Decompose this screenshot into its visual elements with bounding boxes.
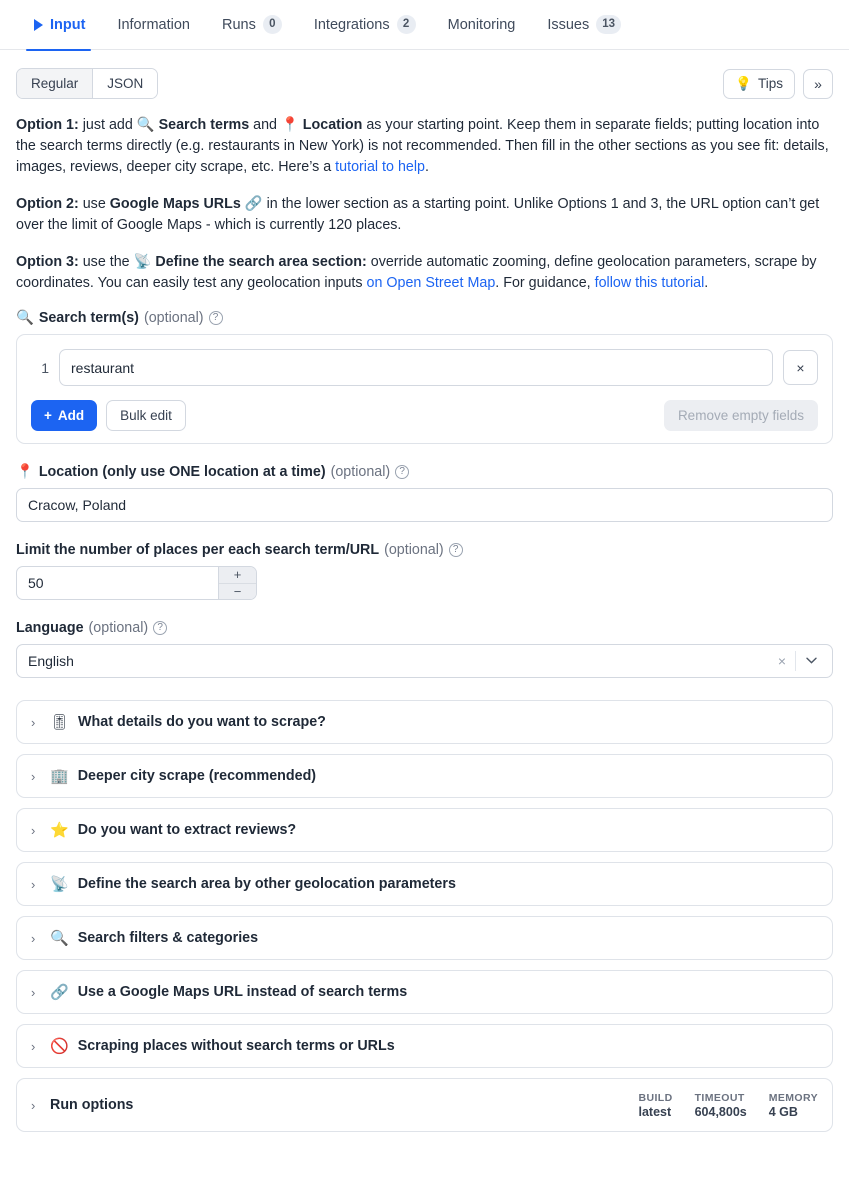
section-run-options[interactable]: [16, 1078, 833, 1132]
option-1-t4: .: [424, 159, 429, 175]
memory-key: MEMORY: [768, 1091, 818, 1104]
satellite-icon: 📡: [133, 254, 152, 270]
search-terms-label-text: Search term(s): [38, 310, 139, 326]
build-value: latest: [638, 1104, 672, 1119]
option-1-t1: just add: [78, 117, 137, 133]
option-3-t3: . For guidance,: [495, 275, 595, 291]
option-3-text: [16, 252, 833, 294]
chevron-right-icon: ›: [31, 768, 36, 784]
option-1-text: [16, 115, 833, 178]
search-icon: 🔍: [136, 117, 155, 133]
option-3-t4: .: [704, 275, 709, 291]
pin-icon: 📍: [16, 464, 34, 480]
memory-value: 4 GB: [768, 1104, 798, 1119]
limit-label: [16, 542, 833, 558]
option-2-t1: use: [78, 196, 110, 212]
chevron-right-icon: ›: [31, 876, 36, 892]
option-2-b1: Google Maps URLs: [109, 196, 241, 212]
tab-runs[interactable]: [206, 0, 298, 50]
follow-tutorial-link[interactable]: follow this tutorial: [594, 275, 705, 291]
timeout-value: 604,800s: [694, 1104, 747, 1119]
input-form: [0, 50, 849, 1132]
option-3-t1: use the: [78, 254, 134, 270]
location-optional: (optional): [330, 464, 391, 480]
pin-icon: 📍: [281, 117, 299, 133]
section-title: Use a Google Maps URL instead of search terms: [77, 984, 408, 1000]
tips-label: Tips: [757, 76, 783, 91]
help-icon[interactable]: ?: [449, 543, 463, 557]
tab-label: Integrations: [313, 16, 390, 33]
search-term-input[interactable]: [59, 349, 773, 386]
option-1-t2: and: [249, 117, 281, 133]
link-icon: 🔗: [244, 196, 263, 212]
section-search-area[interactable]: [16, 862, 833, 906]
clear-icon[interactable]: ×: [777, 653, 786, 669]
language-label: [16, 620, 833, 636]
section-emoji: 🎚: [50, 713, 70, 731]
editor-mode-switch: [16, 68, 158, 99]
array-actions-left: [31, 400, 186, 431]
build-key: BUILD: [638, 1091, 673, 1104]
play-icon: [34, 19, 43, 31]
option-3-lead: Option 3:: [16, 254, 79, 270]
option-3-b1: Define the search area section:: [155, 254, 367, 270]
limit-label-text: Limit the number of places per each search term/URL: [16, 542, 380, 558]
option-1-lead: Option 1:: [16, 117, 79, 133]
open-street-map-link[interactable]: on Open Street Map: [366, 275, 496, 291]
add-label: Add: [57, 408, 85, 423]
row-index: 1: [41, 359, 49, 376]
help-icon[interactable]: ?: [395, 465, 409, 479]
limit-decrement-button[interactable]: −: [219, 584, 256, 600]
section-emoji: 🔍: [50, 929, 69, 947]
section-google-maps-url[interactable]: [16, 970, 833, 1014]
search-terms-array: [16, 334, 833, 444]
section-emoji: 🔗: [50, 983, 69, 1001]
section-title: Deeper city scrape (recommended): [77, 768, 317, 784]
section-title: Search filters & categories: [77, 930, 259, 946]
expand-button[interactable]: [803, 69, 833, 99]
section-title: Define the search area by other geolocation parameters: [77, 876, 456, 892]
tab-label: Issues: [547, 16, 590, 33]
chevron-down-icon[interactable]: [796, 655, 821, 667]
section-emoji: ⭐: [50, 821, 69, 839]
tab-information[interactable]: [101, 0, 206, 50]
bulk-edit-button[interactable]: Bulk edit: [106, 400, 186, 431]
section-title: What details do you want to scrape?: [78, 714, 326, 730]
tab-badge-issues: 13: [596, 15, 621, 34]
section-title: Scraping places without search terms or URLs: [77, 1038, 395, 1054]
build-meta: [639, 1092, 673, 1119]
tutorial-to-help-link[interactable]: tutorial to help: [335, 159, 425, 175]
tab-badge-integrations: 2: [397, 15, 416, 34]
chevron-right-icon: ›: [31, 1038, 36, 1054]
run-options-title: Run options: [50, 1097, 134, 1113]
tab-integrations[interactable]: [298, 0, 432, 50]
chevrons-right-icon: »: [814, 75, 822, 92]
mode-json[interactable]: JSON: [93, 69, 157, 98]
limit-spinner: [218, 567, 256, 599]
tab-input[interactable]: [16, 0, 101, 50]
search-terms-optional: (optional): [143, 310, 204, 326]
section-no-search-terms[interactable]: [16, 1024, 833, 1068]
search-term-row: [31, 349, 818, 386]
section-emoji: 📡: [50, 875, 69, 893]
section-deeper-city-scrape[interactable]: [16, 754, 833, 798]
chevron-right-icon: ›: [31, 984, 36, 1000]
add-search-term-button[interactable]: [31, 400, 97, 431]
location-label: [16, 464, 833, 480]
option-1-t3: as your starting point. Keep them in separate fields; putting location into the search terms directly (e.g. restaurants in New York) is not recommended. Then fill in the other sections as you see fit: details, images, reviews, deeper city scrape, etc. Here’s a: [16, 117, 829, 175]
lightbulb-icon: 💡: [735, 75, 752, 92]
option-2-lead: Option 2:: [16, 196, 79, 212]
limit-increment-button[interactable]: +: [219, 567, 256, 584]
chevron-right-icon: ›: [31, 930, 36, 946]
form-toolbar: [16, 68, 833, 99]
section-filters-categories[interactable]: [16, 916, 833, 960]
tab-label: Monitoring: [447, 16, 516, 33]
run-options-meta: [639, 1092, 819, 1119]
option-2-t2: in the lower section as a starting point. Unlike Options 1 and 3, the URL option can’t get over the limit of Google Maps - which is currently 120 places.: [16, 196, 820, 233]
close-icon: ×: [796, 359, 805, 376]
location-label-text: Location (only use ONE location at a time): [38, 464, 326, 480]
array-actions: [31, 400, 818, 431]
remove-empty-fields-button: Remove empty fields: [664, 400, 818, 431]
option-2-text: [16, 194, 833, 236]
location-input[interactable]: [16, 488, 833, 522]
help-icon[interactable]: ?: [153, 621, 167, 635]
section-title: Do you want to extract reviews?: [77, 822, 297, 838]
help-icon[interactable]: ?: [209, 311, 223, 325]
language-select[interactable]: [16, 644, 833, 678]
remove-search-term-button[interactable]: [783, 350, 818, 385]
tab-label: Input: [50, 16, 86, 33]
tips-button[interactable]: [723, 69, 795, 99]
mode-regular[interactable]: Regular: [17, 69, 93, 98]
search-terms-label: [16, 310, 833, 326]
plus-icon: +: [44, 408, 52, 423]
timeout-meta: [695, 1092, 747, 1119]
option-1-b1: Search terms: [158, 117, 250, 133]
limit-optional: (optional): [384, 542, 444, 558]
tab-label: Runs: [221, 16, 256, 33]
section-reviews[interactable]: [16, 808, 833, 852]
language-optional: (optional): [88, 620, 149, 636]
tab-label: Information: [117, 16, 190, 33]
language-label-text: Language: [16, 620, 84, 636]
option-1-b2: Location: [302, 117, 363, 133]
chevron-right-icon: ›: [31, 714, 36, 730]
tab-monitoring[interactable]: [432, 0, 532, 50]
chevron-right-icon: ›: [31, 1097, 36, 1113]
limit-stepper: [16, 566, 257, 600]
tab-bar: [0, 0, 849, 50]
tab-issues[interactable]: [531, 0, 637, 50]
section-emoji: 🚫: [50, 1037, 69, 1055]
section-emoji: 🏢: [50, 767, 69, 785]
language-selected-value: English: [28, 653, 74, 669]
memory-meta: [769, 1092, 818, 1119]
option-3-t2: override automatic zooming, define geolocation parameters, scrape by coordinates. You can easily test any geolocation inputs: [16, 254, 817, 291]
search-icon: 🔍: [16, 310, 34, 326]
chevron-right-icon: ›: [31, 822, 36, 838]
section-details[interactable]: [16, 700, 833, 744]
tab-badge-runs: 0: [263, 15, 282, 34]
timeout-key: TIMEOUT: [694, 1091, 745, 1104]
toolbar-right: [723, 69, 833, 99]
